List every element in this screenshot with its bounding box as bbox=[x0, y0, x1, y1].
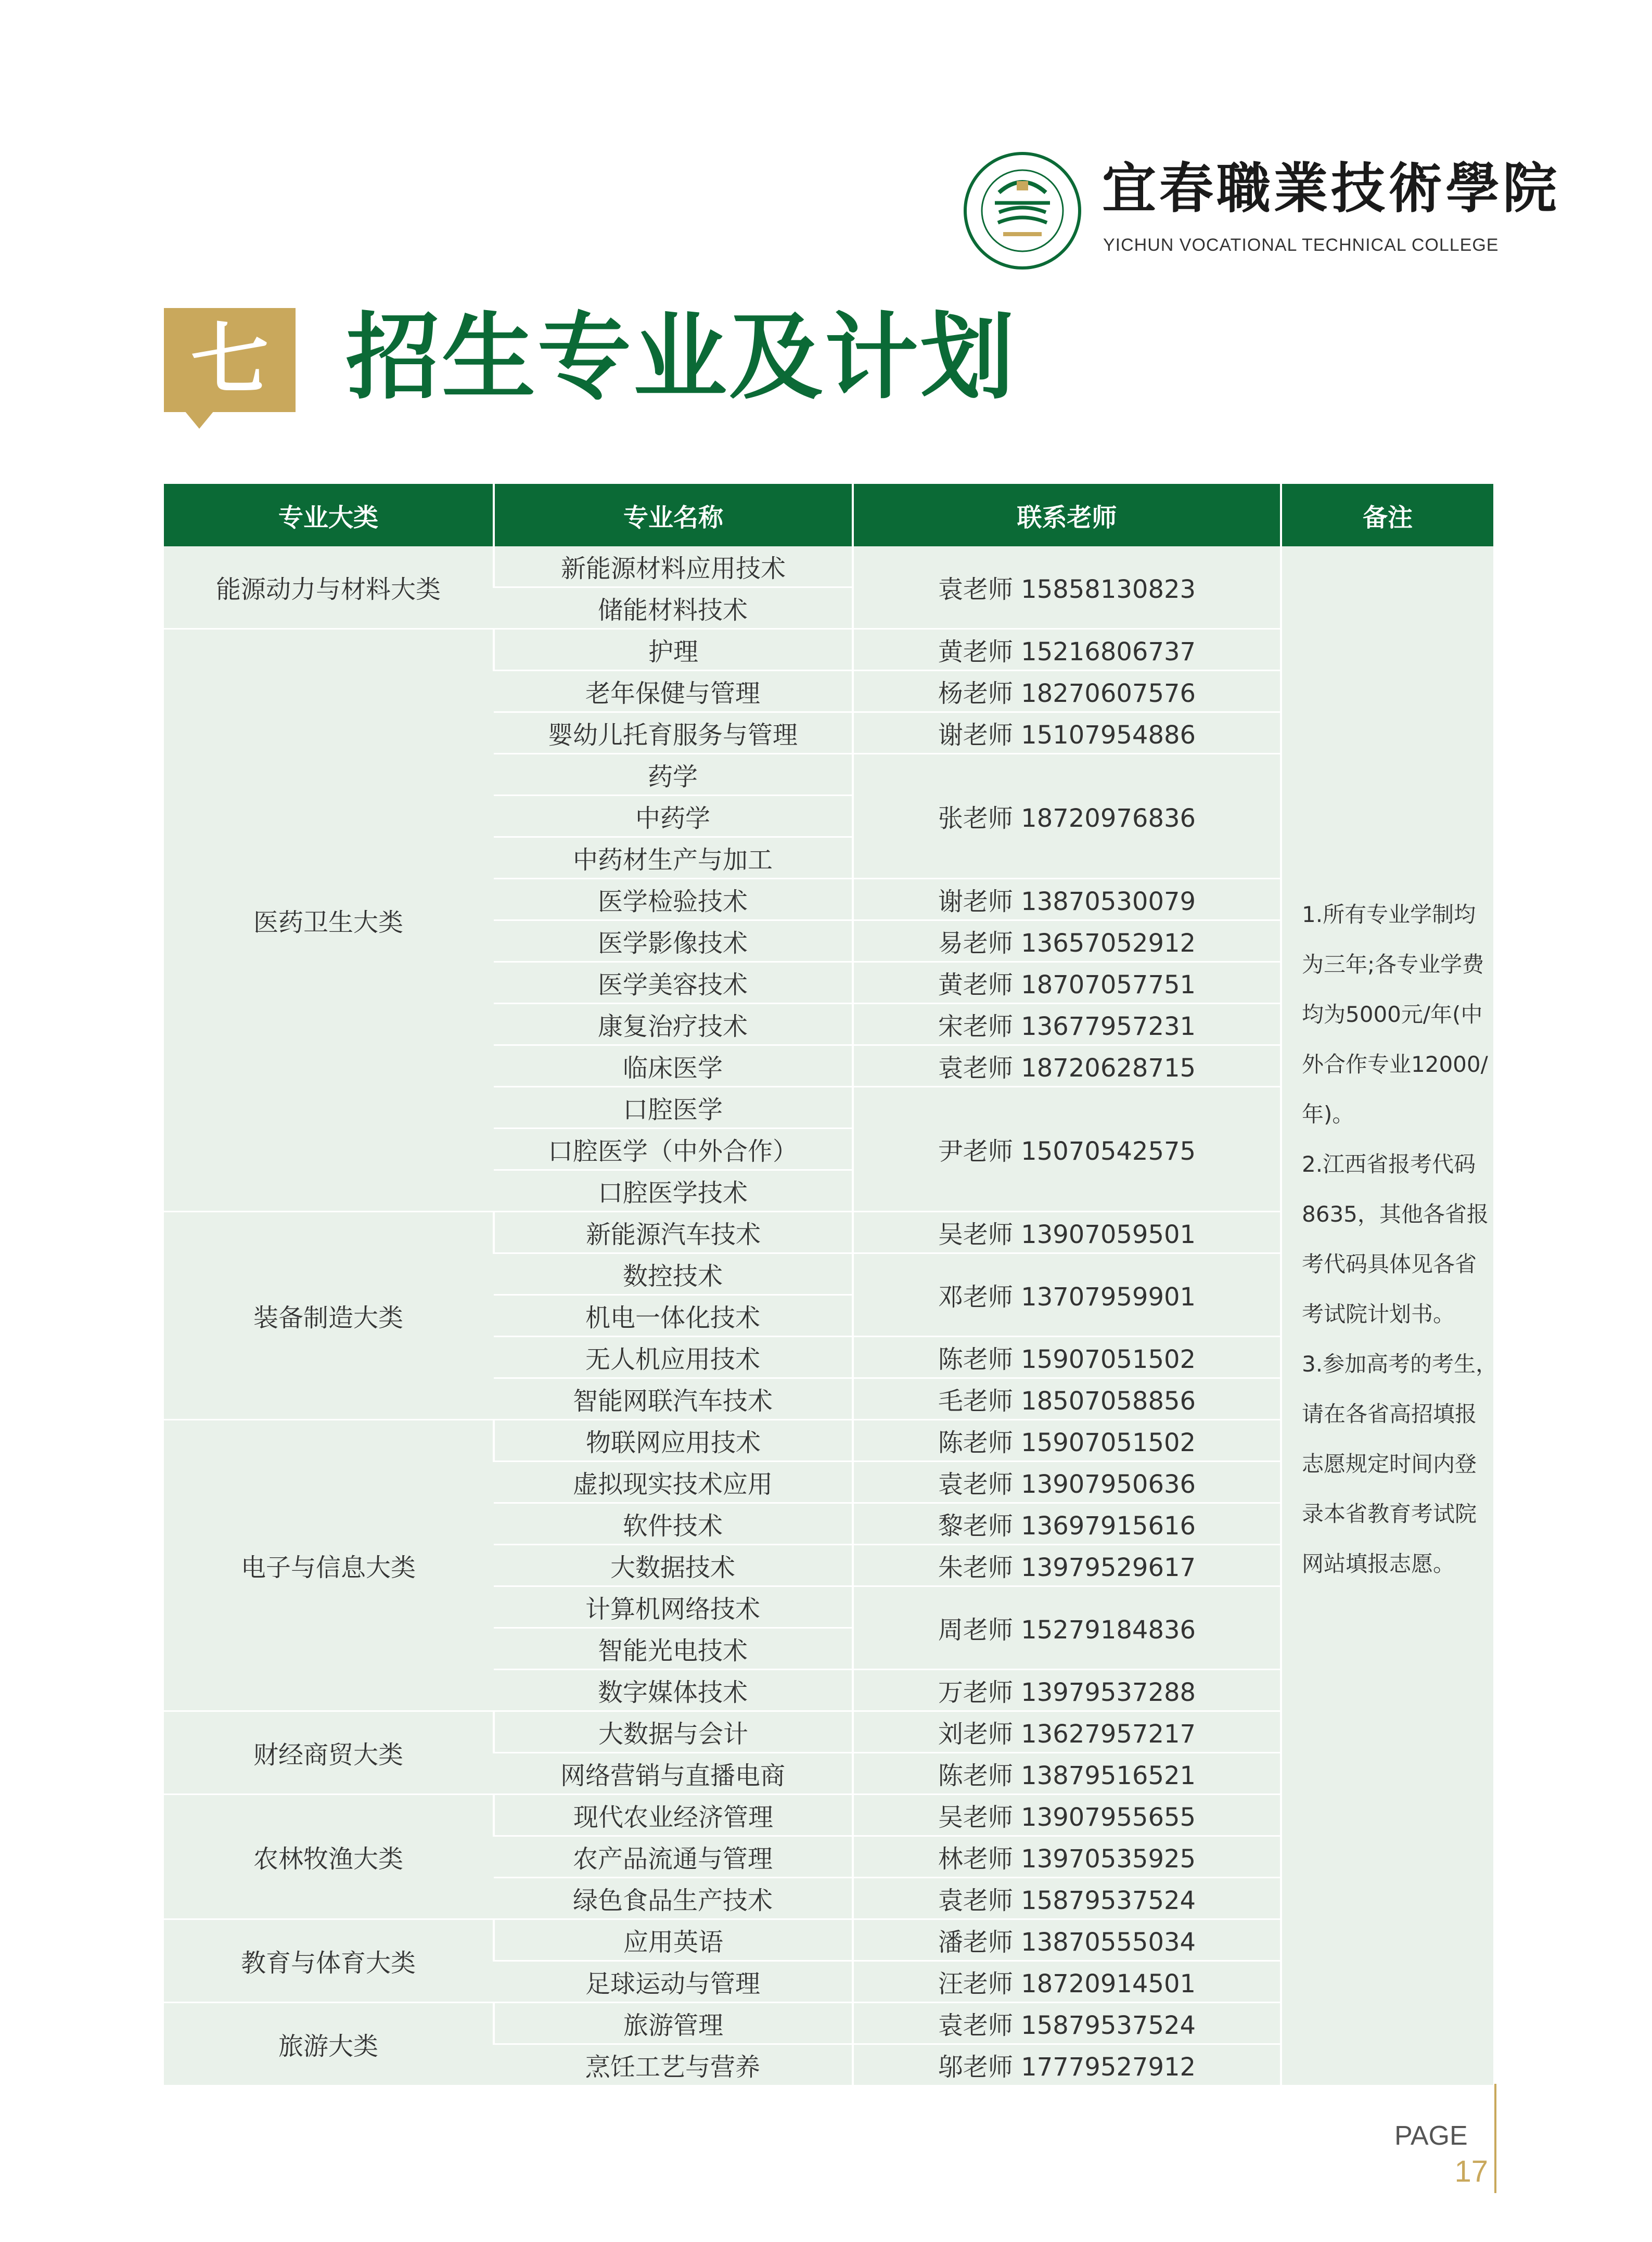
contact-cell: 杨老师 18270607576 bbox=[853, 671, 1281, 712]
note-line: 8635，其他各省报 bbox=[1302, 1201, 1489, 1227]
note-line: 外合作专业12000/ bbox=[1302, 1052, 1488, 1077]
major-cell: 计算机网络技术 bbox=[494, 1586, 853, 1628]
major-cell: 医学美容技术 bbox=[494, 962, 853, 1004]
contact-cell: 袁老师 15879537524 bbox=[853, 2003, 1281, 2044]
major-cell: 医学检验技术 bbox=[494, 879, 853, 920]
major-cell: 虚拟现实技术应用 bbox=[494, 1462, 853, 1503]
major-cell: 智能网联汽车技术 bbox=[494, 1378, 853, 1420]
contact-cell: 黎老师 13697915616 bbox=[853, 1503, 1281, 1545]
contact-cell: 易老师 13657052912 bbox=[853, 920, 1281, 962]
major-cell: 大数据技术 bbox=[494, 1545, 853, 1586]
major-cell: 烹饪工艺与营养 bbox=[494, 2044, 853, 2085]
category-cell: 医药卫生大类 bbox=[164, 629, 494, 1212]
note-line: 志愿规定时间内登 bbox=[1302, 1451, 1477, 1477]
contact-cell: 袁老师 15858130823 bbox=[853, 546, 1281, 629]
note-line: 3.参加高考的考生， bbox=[1302, 1351, 1498, 1377]
contact-cell: 袁老师 13907950636 bbox=[853, 1462, 1281, 1503]
major-cell: 药学 bbox=[494, 754, 853, 796]
major-cell: 婴幼儿托育服务与管理 bbox=[494, 712, 853, 754]
major-cell: 临床医学 bbox=[494, 1045, 853, 1087]
table-row bbox=[164, 546, 1493, 587]
page-label: PAGE bbox=[1394, 2121, 1468, 2151]
contact-cell: 吴老师 13907955655 bbox=[853, 1795, 1281, 1836]
major-cell: 中药学 bbox=[494, 796, 853, 837]
contact-cell: 陈老师 13879516521 bbox=[853, 1753, 1281, 1795]
page-number: 17 bbox=[1454, 2155, 1488, 2188]
category-cell: 电子与信息大类 bbox=[164, 1420, 494, 1711]
contact-cell: 朱老师 13979529617 bbox=[853, 1545, 1281, 1586]
major-cell: 大数据与会计 bbox=[494, 1711, 853, 1753]
category-cell: 教育与体育大类 bbox=[164, 1919, 494, 2003]
table-header-row bbox=[164, 484, 1493, 546]
note-line: 为三年;各专业学费 bbox=[1302, 952, 1484, 977]
college-name-en: YICHUN VOCATIONAL TECHNICAL COLLEGE bbox=[1103, 235, 1499, 255]
contact-cell: 潘老师 13870555034 bbox=[853, 1919, 1281, 1961]
contact-cell: 张老师 18720976836 bbox=[853, 754, 1281, 879]
category-cell: 农林牧渔大类 bbox=[164, 1795, 494, 1919]
note-line: 均为5000元/年(中 bbox=[1302, 1002, 1483, 1027]
note-line: 请在各省高招填报 bbox=[1302, 1401, 1477, 1427]
contact-cell: 陈老师 15907051502 bbox=[853, 1337, 1281, 1378]
major-cell: 老年保健与管理 bbox=[494, 671, 853, 712]
category-cell: 装备制造大类 bbox=[164, 1212, 494, 1420]
section-number-badge bbox=[164, 308, 296, 412]
contact-cell: 黄老师 15216806737 bbox=[853, 629, 1281, 671]
major-cell: 护理 bbox=[494, 629, 853, 671]
contact-cell: 万老师 13979537288 bbox=[853, 1670, 1281, 1711]
contact-cell: 邓老师 13707959901 bbox=[853, 1253, 1281, 1337]
major-cell: 应用英语 bbox=[494, 1919, 853, 1961]
note-line: 年)。 bbox=[1302, 1101, 1354, 1127]
major-cell: 旅游管理 bbox=[494, 2003, 853, 2044]
college-logo bbox=[963, 151, 1560, 271]
major-cell: 数控技术 bbox=[494, 1253, 853, 1295]
major-cell: 现代农业经济管理 bbox=[494, 1795, 853, 1836]
header-contact: 联系老师 bbox=[853, 484, 1281, 546]
category-cell: 财经商贸大类 bbox=[164, 1711, 494, 1795]
major-cell: 口腔医学 bbox=[494, 1087, 853, 1129]
badge-pointer-icon bbox=[185, 411, 214, 429]
contact-cell: 黄老师 18707057751 bbox=[853, 962, 1281, 1004]
contact-cell: 谢老师 15107954886 bbox=[853, 712, 1281, 754]
major-cell: 新能源材料应用技术 bbox=[494, 546, 853, 587]
category-cell: 旅游大类 bbox=[164, 2003, 494, 2085]
note-line: 2.江西省报考代码 bbox=[1302, 1151, 1476, 1177]
note-line: 1.所有专业学制均 bbox=[1302, 902, 1476, 927]
major-cell: 数字媒体技术 bbox=[494, 1670, 853, 1711]
category-cell: 能源动力与材料大类 bbox=[164, 546, 494, 629]
contact-cell: 邬老师 17779527912 bbox=[853, 2044, 1281, 2085]
major-cell: 网络营销与直播电商 bbox=[494, 1753, 853, 1795]
college-name-cn: 宜春職業技術學院 bbox=[1102, 156, 1560, 220]
major-cell: 口腔医学（中外合作） bbox=[494, 1129, 853, 1170]
contact-cell: 毛老师 18507058856 bbox=[853, 1378, 1281, 1420]
major-cell: 储能材料技术 bbox=[494, 587, 853, 629]
header-major: 专业名称 bbox=[494, 484, 853, 546]
note-line: 考试院计划书。 bbox=[1302, 1301, 1455, 1327]
major-cell: 物联网应用技术 bbox=[494, 1420, 853, 1462]
major-cell: 机电一体化技术 bbox=[494, 1295, 853, 1337]
major-cell: 口腔医学技术 bbox=[494, 1170, 853, 1212]
contact-cell: 袁老师 15879537524 bbox=[853, 1878, 1281, 1919]
contact-cell: 谢老师 13870530079 bbox=[853, 879, 1281, 920]
major-cell: 医学影像技术 bbox=[494, 920, 853, 962]
major-cell: 新能源汽车技术 bbox=[494, 1212, 853, 1253]
page-divider bbox=[1494, 2084, 1496, 2193]
admission-table bbox=[164, 484, 1498, 2085]
header-category: 专业大类 bbox=[164, 484, 494, 546]
contact-cell: 吴老师 13907059501 bbox=[853, 1212, 1281, 1253]
note-line: 录本省教育考试院 bbox=[1302, 1501, 1477, 1527]
major-cell: 农产品流通与管理 bbox=[494, 1836, 853, 1878]
section-number: 七 bbox=[190, 315, 269, 405]
notes-cell bbox=[1281, 546, 1498, 2085]
contact-cell: 林老师 13970535925 bbox=[853, 1836, 1281, 1878]
contact-cell: 汪老师 18720914501 bbox=[853, 1961, 1281, 2003]
major-cell: 足球运动与管理 bbox=[494, 1961, 853, 2003]
major-cell: 康复治疗技术 bbox=[494, 1004, 853, 1045]
college-seal-icon bbox=[963, 151, 1082, 271]
major-cell: 中药材生产与加工 bbox=[494, 837, 853, 879]
note-line: 网站填报志愿。 bbox=[1302, 1551, 1455, 1577]
contact-cell: 刘老师 13627957217 bbox=[853, 1711, 1281, 1753]
major-cell: 软件技术 bbox=[494, 1503, 853, 1545]
contact-cell: 尹老师 15070542575 bbox=[853, 1087, 1281, 1212]
major-cell: 绿色食品生产技术 bbox=[494, 1878, 853, 1919]
contact-cell: 周老师 15279184836 bbox=[853, 1586, 1281, 1670]
section-title: 招生专业及计划 bbox=[346, 303, 1017, 412]
major-cell: 智能光电技术 bbox=[494, 1628, 853, 1670]
header-notes: 备注 bbox=[1281, 484, 1493, 546]
contact-cell: 陈老师 15907051502 bbox=[853, 1420, 1281, 1462]
note-line: 考代码具体见各省 bbox=[1302, 1251, 1477, 1277]
major-cell: 无人机应用技术 bbox=[494, 1337, 853, 1378]
contact-cell: 袁老师 18720628715 bbox=[853, 1045, 1281, 1087]
contact-cell: 宋老师 13677957231 bbox=[853, 1004, 1281, 1045]
